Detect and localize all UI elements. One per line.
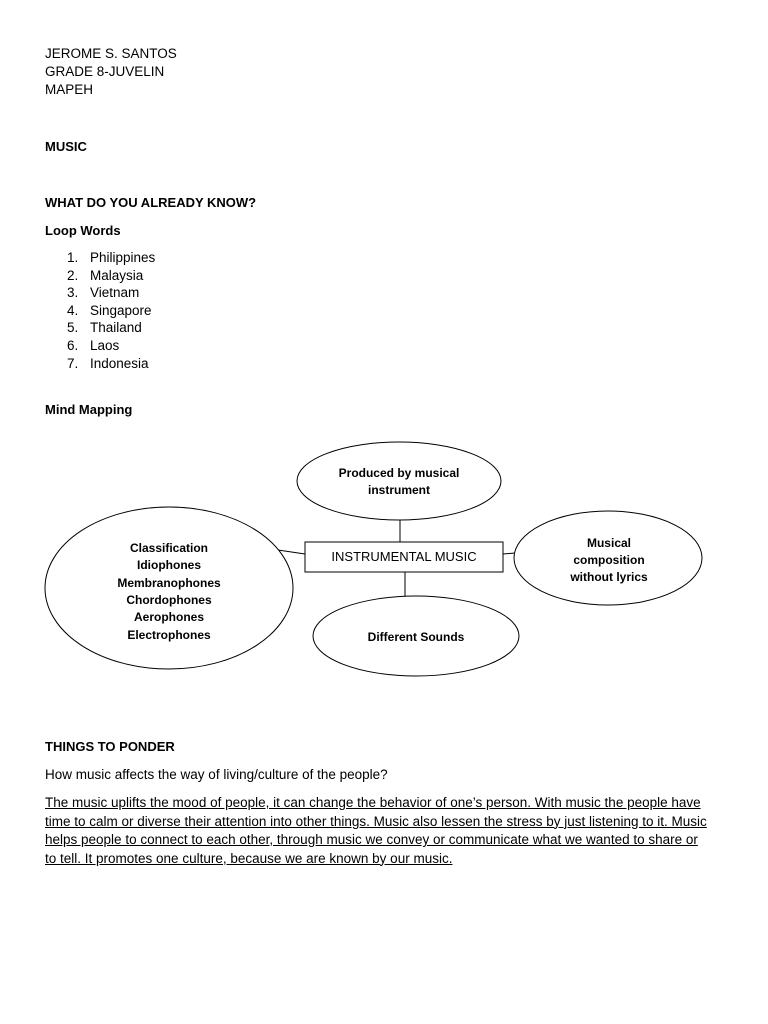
list-item: 4. Singapore (67, 302, 152, 318)
left-node-line-2: Idiophones (137, 558, 201, 572)
grade-section: GRADE 8-JUVELIN (45, 64, 165, 79)
left-node-line-3: Membranophones (117, 576, 221, 590)
things-to-ponder-heading: THINGS TO PONDER (45, 739, 175, 754)
left-node-line-1: Classification (129, 541, 209, 555)
connector-left (278, 550, 305, 554)
list-item: 7. Indonesia (67, 355, 149, 371)
loop-words-list (45, 249, 155, 372)
right-node-line-2: composition (573, 553, 645, 567)
answer-line: time to calm or diverse their attention into other things. Music also lessen the stress by just listening to it. Music (45, 813, 707, 829)
ponder-question: How music affects the way of living/culture of the people? (45, 767, 388, 782)
node-top-ellipse (297, 442, 501, 520)
answer-line: to tell. It promotes one culture, because we are known by our music. (45, 850, 453, 866)
answer-line: The music uplifts the mood of people, it can change the behavior of one’s person. With music the people have (45, 795, 701, 810)
left-node-line-6: Electrophones (127, 628, 211, 642)
bottom-node-line-1: Different Sounds (367, 630, 465, 644)
left-node-line-5: Aerophones (133, 610, 205, 624)
subject: MAPEH (45, 82, 94, 97)
right-node-line-3: without lyrics (570, 570, 648, 584)
list-item: 5. Thailand (67, 320, 142, 336)
what-do-you-know-heading: WHAT DO YOU ALREADY KNOW? (45, 195, 257, 210)
list-item: 1. Philippines (67, 250, 156, 265)
top-node-line-2: instrument (367, 483, 431, 497)
top-node-line-1: Produced by musical (338, 466, 460, 480)
answer-line: helps people to connect to each other, through music we convey or communicate what we wanted to share or (45, 832, 698, 847)
list-item: 3. Vietnam (67, 285, 140, 301)
left-node-line-4: Chordophones (126, 593, 212, 607)
right-node-line-1: Musical (586, 536, 632, 550)
center-label: INSTRUMENTAL MUSIC (331, 549, 477, 564)
connector-right (503, 553, 515, 554)
ponder-answer (45, 794, 725, 868)
list-item: 2. Malaysia (67, 267, 144, 283)
mind-map-diagram (0, 440, 768, 700)
list-item: 6. Laos (67, 337, 120, 353)
section-music-heading: MUSIC (45, 139, 87, 154)
mind-mapping-heading: Mind Mapping (45, 402, 133, 417)
loop-words-heading: Loop Words (45, 223, 121, 238)
student-name: JEROME S. SANTOS (45, 46, 177, 61)
